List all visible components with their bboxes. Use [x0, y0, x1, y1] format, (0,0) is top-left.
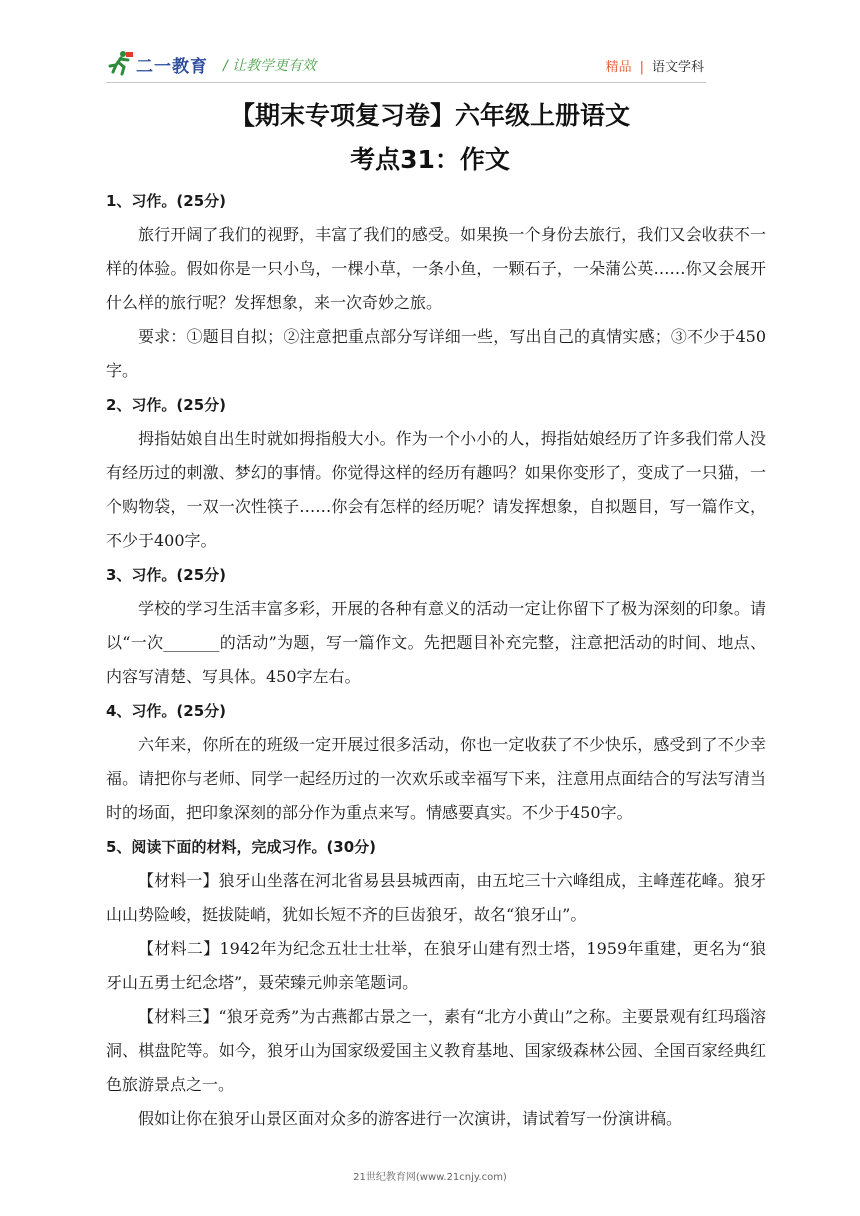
- header-right: [606, 56, 704, 75]
- quality-badge: 精品: [605, 60, 632, 75]
- page-subtitle: 考点31：作文: [350, 145, 510, 174]
- question-4-prompt: 六年来，你所在的班级一定开展过很多活动，你也一定收获了不少快乐，感受到了不少幸福。请把你与老师、同学一起经历过的一次欢乐或幸福写下来，注意用点面结合的写法写清当时的场面，把印象深刻的部分作为重点来写。情感要真实。不少于450字。: [106, 735, 766, 822]
- question-4-heading: 4、习作。(25分): [106, 702, 227, 720]
- slogan: / 让教学更有效: [223, 58, 317, 74]
- question-1-requirements: 要求：①题目自拟；②注意把重点部分写详细一些，写出自己的真情实感；③不少于450字。: [106, 327, 766, 380]
- subject-label: 语文学科: [651, 60, 704, 75]
- material-2: 【材料二】1942年为纪念五壮士壮举，在狼牙山建有烈士塔，1959年重建，更名为“狼牙山五勇士纪念塔”，聂荣臻元帅亲笔题词。: [106, 939, 766, 992]
- material-1: 【材料一】狼牙山坐落在河北省易县县城西南，由五坨三十六峰组成，主峰莲花峰。狼牙山山势险峻，挺拔陡峭，犹如长短不齐的巨齿狼牙，故名“狼牙山”。: [106, 871, 766, 924]
- header-divider: [106, 82, 706, 83]
- header-separator: |: [639, 60, 644, 75]
- question-3-prompt: 学校的学习生活丰富多彩，开展的各种有意义的活动一定让你留下了极为深刻的印象。请以“一次_______的活动”为题，写一篇作文。先把题目补充完整，注意把活动的时间、地点、内容写清楚、写具体。450字左右。: [106, 599, 766, 686]
- logo-text: 二一教育: [136, 57, 208, 77]
- question-5-task: 假如让你在狼牙山景区面对众多的游客进行一次演讲，请试着写一份演讲稿。: [138, 1109, 683, 1128]
- question-2-prompt: 拇指姑娘自出生时就如拇指般大小。作为一个小小的人，拇指姑娘经历了许多我们常人没有经历过的刺激、梦幻的事情。你觉得这样的经历有趣吗？如果你变形了，变成了一只猫，一个购物袋，一双一次性筷子……你会有怎样的经历呢？请发挥想象，自拟题目，写一篇作文，不少于400字。: [106, 429, 766, 550]
- page-footer: 21世纪教育网(www.21cnjy.com): [353, 1172, 507, 1183]
- page-title: 【期末专项复习卷】六年级上册语文: [229, 101, 630, 130]
- question-5-heading: 5、阅读下面的材料，完成习作。(30分): [106, 838, 377, 856]
- document-body: [106, 184, 766, 1136]
- site-logo[interactable]: [106, 50, 208, 77]
- page-header: [0, 0, 860, 90]
- question-3-heading: 3、习作。(25分): [106, 566, 227, 584]
- runner-logo-icon: [106, 50, 134, 76]
- question-1-prompt: 旅行开阔了我们的视野，丰富了我们的感受。如果换一个身份去旅行，我们又会收获不一样的体验。假如你是一只小鸟，一棵小草，一条小鱼，一颗石子，一朵蒲公英……你又会展开什么样的旅行呢？发挥想象，来一次奇妙之旅。: [106, 225, 766, 312]
- material-3: 【材料三】“狼牙竞秀”为古燕都古景之一，素有“北方小黄山”之称。主要景观有红玛瑙溶洞、棋盘陀等。如今，狼牙山为国家级爱国主义教育基地、国家级森林公园、全国百家经典红色旅游景点之一。: [106, 1007, 766, 1094]
- question-1-heading: 1、习作。(25分): [106, 192, 227, 210]
- question-2-heading: 2、习作。(25分): [106, 396, 227, 414]
